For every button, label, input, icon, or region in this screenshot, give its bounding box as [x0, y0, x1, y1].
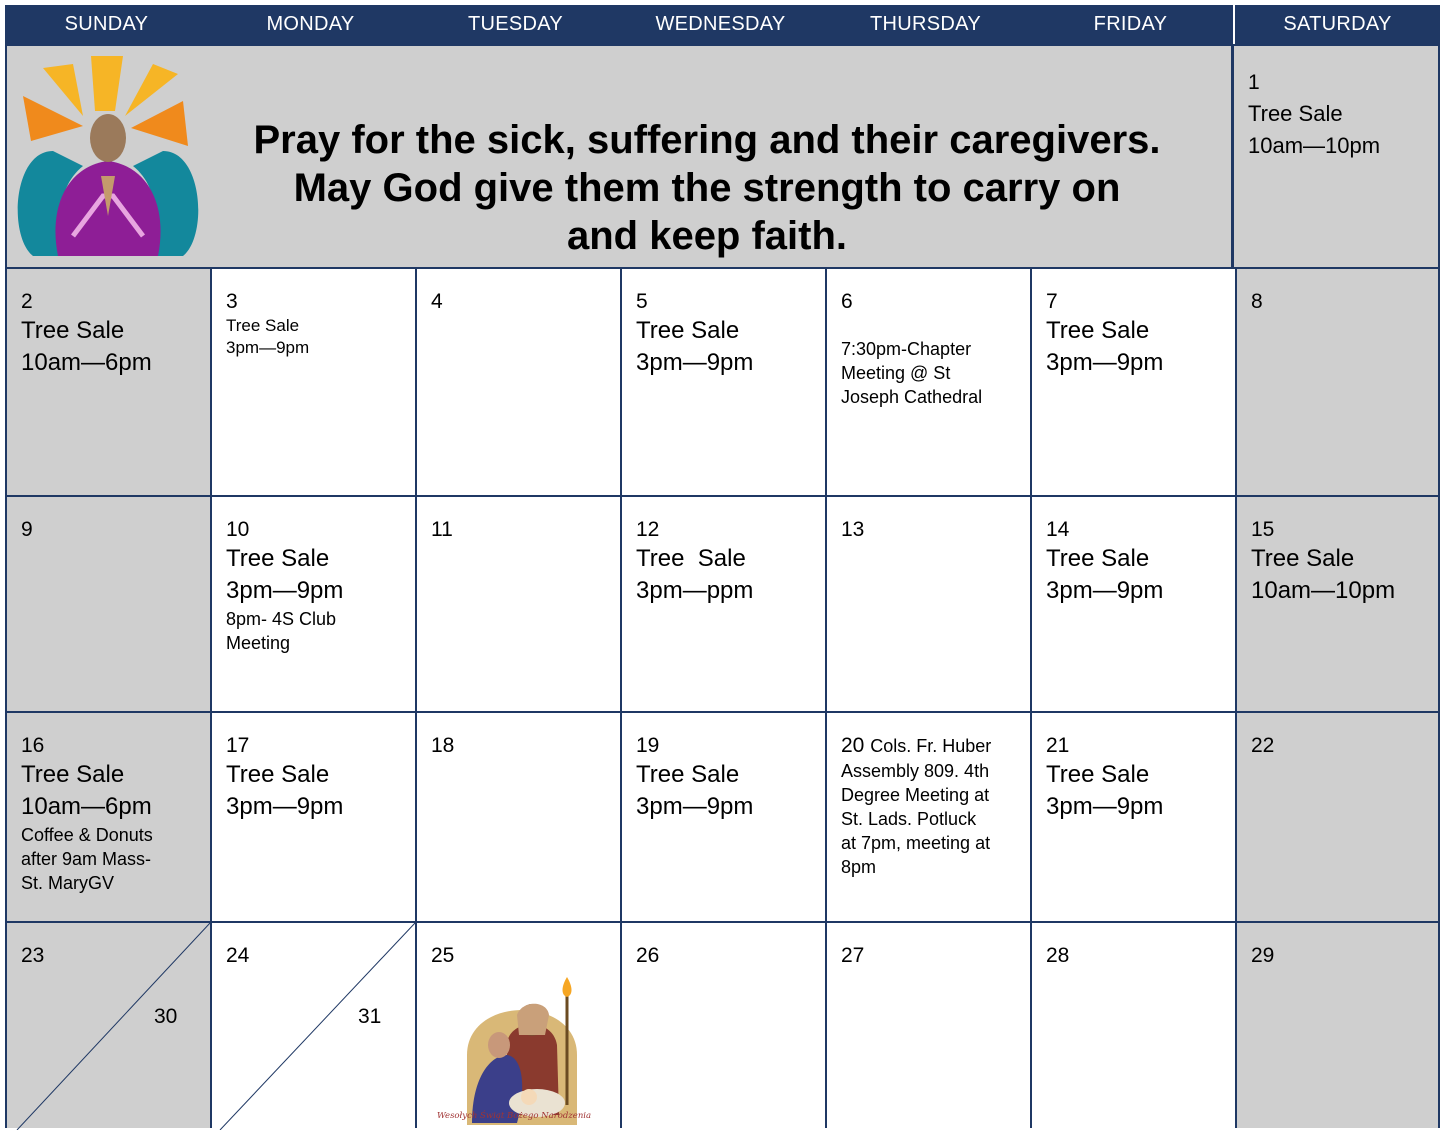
event-title: Tree Sale: [226, 316, 300, 335]
day-number: 18: [431, 734, 455, 757]
day-number: 4: [431, 290, 443, 313]
day-cell-10: [210, 495, 415, 711]
prayer-intention: [207, 116, 1207, 260]
event-title: Tree Sale: [636, 761, 740, 788]
event-time: 3pm—9pm: [226, 577, 344, 604]
event-line-5: at 7pm, meeting at: [841, 833, 991, 853]
weekday-wednesday: WEDNESDAY: [655, 13, 786, 35]
day-number: 14: [1046, 518, 1070, 541]
praying-angel-icon: [13, 56, 203, 261]
weekday-sunday: SUNDAY: [64, 13, 149, 35]
day-number: 5: [636, 290, 648, 313]
day-number: 26: [636, 944, 660, 967]
event-line-3: Coffee & Donuts: [21, 825, 153, 845]
event-line-1: 7:30pm-Chapter: [841, 339, 972, 359]
day-number: 25: [431, 944, 455, 967]
day-cell-13: [825, 495, 1030, 711]
day-cell-27: [825, 921, 1030, 1128]
day-cell-14: [1030, 495, 1235, 711]
day-content: [1251, 517, 1395, 607]
day-number: 2: [21, 290, 33, 313]
event-time: 3pm—9pm: [636, 349, 754, 376]
day-number: 28: [1046, 944, 1070, 967]
day-number: 15: [1251, 518, 1275, 541]
day-number: 3: [226, 290, 238, 313]
day-number-second: 31: [358, 1005, 382, 1028]
day-cell-3: [210, 267, 415, 495]
day-content: [1248, 68, 1380, 162]
day-number: 17: [226, 734, 250, 757]
event-title: Tree Sale: [21, 761, 125, 788]
event-line-1: Cols. Fr. Huber: [870, 736, 992, 756]
day-number: 6: [841, 290, 853, 313]
day-number: 21: [1046, 734, 1070, 757]
day-cell-19: [620, 711, 825, 921]
day-cell-22: [1235, 711, 1440, 921]
day-number: 10: [226, 518, 250, 541]
day-number: 11: [431, 518, 453, 541]
weekday-thursday: THURSDAY: [870, 13, 981, 35]
day-number: 16: [21, 734, 45, 757]
event-time: 3pm—9pm: [226, 793, 344, 820]
day-cell-11: [415, 495, 620, 711]
day-content: [841, 289, 982, 409]
day-cell-23-30: [5, 921, 210, 1128]
event-time: 3pm—9pm: [1046, 793, 1164, 820]
calendar-right-border: [1438, 44, 1440, 1128]
prayer-line-2: May God give them the strength to carry on: [293, 166, 1121, 210]
day-number: 12: [636, 518, 660, 541]
day-content: [636, 289, 753, 379]
event-line-2: Assembly 809. 4th: [841, 761, 990, 781]
day-cell-28: [1030, 921, 1235, 1128]
weekday-tuesday: TUESDAY: [467, 13, 564, 35]
day-cell-12: [620, 495, 825, 711]
day-content: [226, 289, 309, 359]
event-title: Tree Sale: [1248, 101, 1343, 126]
event-line-4: St. Lads. Potluck: [841, 809, 977, 829]
day-number: 27: [841, 944, 865, 967]
day-content: [841, 733, 1021, 879]
event-line-5: St. MaryGV: [21, 873, 115, 893]
event-title: Tree Sale: [1046, 545, 1150, 572]
nativity-caption: Wesołych Świąt Bożego Narodzenia: [437, 1111, 592, 1121]
event-title: Tree Sale: [1251, 545, 1355, 572]
day-number: 7: [1046, 290, 1058, 313]
weekday-saturday: SATURDAY: [1233, 5, 1440, 44]
nativity-image: [447, 975, 597, 1125]
event-time: 10am—10pm: [1248, 133, 1381, 158]
event-line-3: Degree Meeting at: [841, 785, 990, 805]
day-cell-17: [210, 711, 415, 921]
event-time: 3pm—9pm: [1046, 577, 1164, 604]
day-cell-1: [1231, 44, 1440, 267]
day-cell-25: [415, 921, 620, 1128]
day-number: 1: [1248, 71, 1260, 94]
day-number: 13: [841, 518, 865, 541]
event-time: 3pm—ppm: [636, 577, 754, 604]
prayer-banner: [5, 44, 1231, 267]
event-title: Tree Sale: [226, 761, 330, 788]
prayer-line-3: and keep faith.: [566, 214, 848, 258]
weekday-header: [5, 5, 1440, 44]
event-time: 10am—6pm: [21, 793, 152, 820]
day-content: [21, 733, 153, 895]
day-content: [1046, 517, 1163, 607]
event-line-3: 8pm- 4S Club: [226, 609, 337, 629]
day-number: 29: [1251, 944, 1275, 967]
day-number: 24: [226, 944, 250, 967]
event-time: 10am—6pm: [21, 349, 152, 376]
day-content: [226, 517, 343, 655]
weekday-friday: FRIDAY: [1093, 13, 1168, 35]
day-cell-15: [1235, 495, 1440, 711]
event-line-6: 8pm: [841, 857, 877, 877]
event-title: Tree Sale: [1046, 317, 1150, 344]
day-cell-6: [825, 267, 1030, 495]
day-number: 22: [1251, 734, 1275, 757]
day-cell-7: [1030, 267, 1235, 495]
day-cell-9: [5, 495, 210, 711]
day-cell-26: [620, 921, 825, 1128]
day-cell-18: [415, 711, 620, 921]
weekday-monday: MONDAY: [266, 13, 355, 35]
event-title: Tree Sale: [21, 317, 125, 344]
day-cell-29: [1235, 921, 1440, 1128]
day-cell-20: [825, 711, 1030, 921]
prayer-line-1: Pray for the sick, suffering and their caregivers.: [253, 118, 1161, 162]
day-content: [1046, 733, 1163, 823]
event-title: Tree Sale: [1046, 761, 1150, 788]
day-number: 20: [841, 734, 865, 757]
day-number: 9: [21, 518, 33, 541]
event-title: Tree Sale: [636, 545, 746, 572]
day-cell-8: [1235, 267, 1440, 495]
day-cell-4: [415, 267, 620, 495]
day-cell-2: [5, 267, 210, 495]
event-time: 3pm—9pm: [636, 793, 754, 820]
event-line-4: Meeting: [226, 633, 291, 653]
event-time: 10am—10pm: [1251, 577, 1396, 604]
day-number: 23: [21, 944, 45, 967]
day-content: [21, 289, 152, 379]
day-number: 19: [636, 734, 660, 757]
event-time: 3pm—9pm: [1046, 349, 1164, 376]
day-cell-24-31: [210, 921, 415, 1128]
day-cell-21: [1030, 711, 1235, 921]
day-content: [226, 733, 343, 823]
event-line-3: Joseph Cathedral: [841, 387, 983, 407]
event-line-4: after 9am Mass-: [21, 849, 152, 869]
day-content: [636, 733, 753, 823]
day-number: 8: [1251, 290, 1263, 313]
day-number-second: 30: [154, 1005, 178, 1028]
day-cell-5: [620, 267, 825, 495]
day-content: [636, 517, 753, 607]
day-content: [1046, 289, 1163, 379]
day-cell-16: [5, 711, 210, 921]
event-time: 3pm—9pm: [226, 338, 310, 357]
event-title: Tree Sale: [226, 545, 330, 572]
event-title: Tree Sale: [636, 317, 740, 344]
event-line-2: Meeting @ St: [841, 363, 951, 383]
